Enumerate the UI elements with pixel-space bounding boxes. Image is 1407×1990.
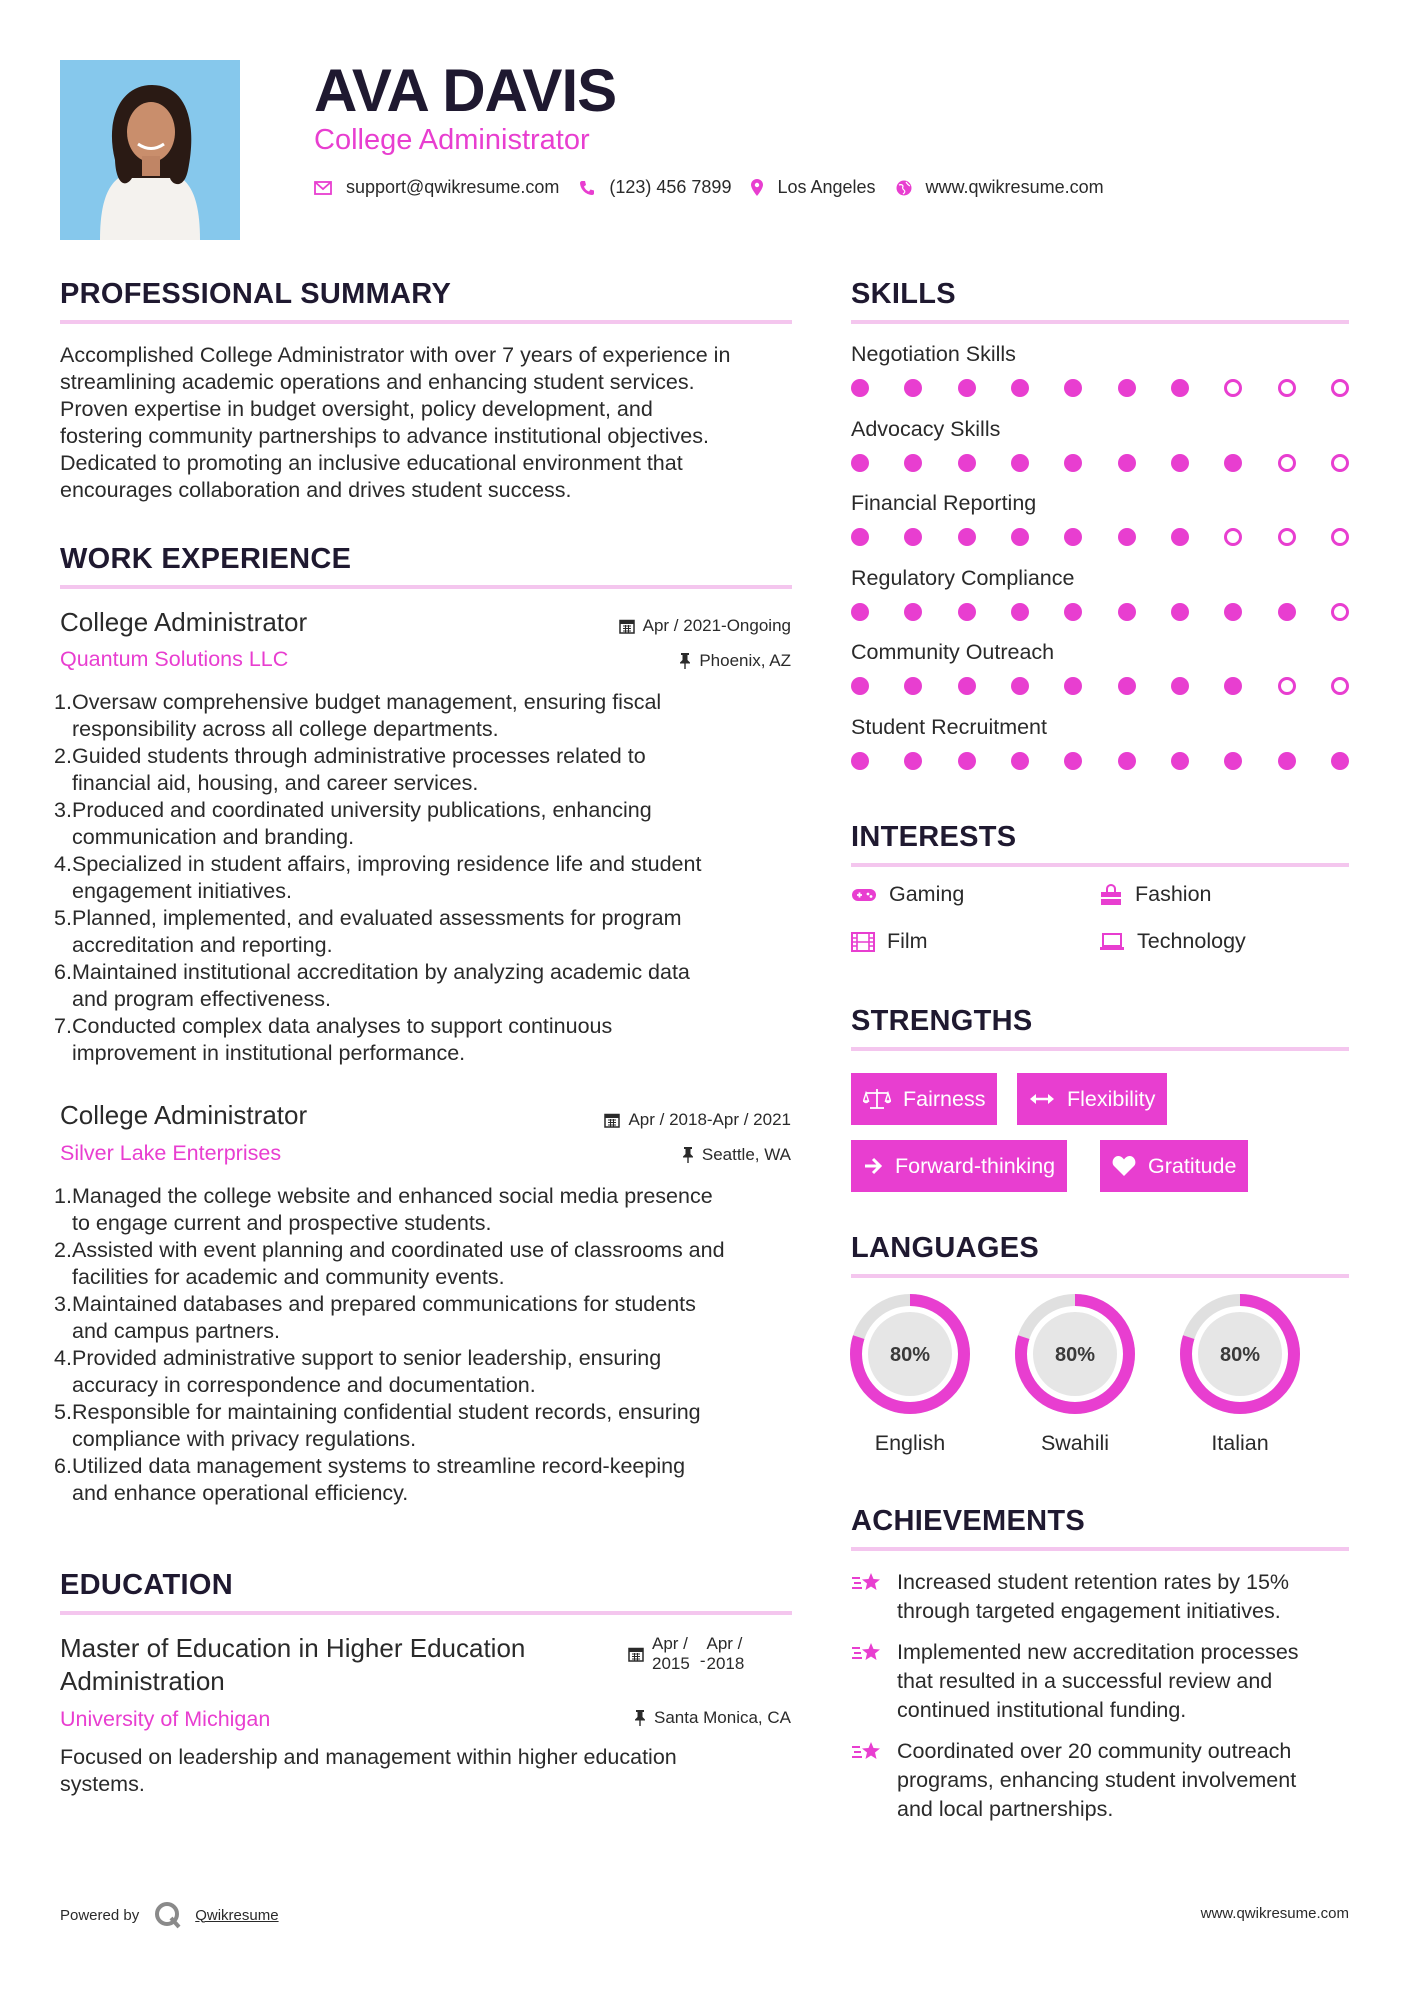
rating-dot-filled xyxy=(1118,752,1136,770)
achievement-text xyxy=(897,1568,1342,1626)
list-item: 6. Maintained institutional accreditation by analyzing academic data and program effectiveness. xyxy=(54,959,799,1013)
rating-dot-filled xyxy=(958,677,976,695)
rating-dot-filled xyxy=(1224,752,1242,770)
job-dates-text: Apr / 2018-Apr / 2021 xyxy=(628,1110,791,1129)
interest-label: Fashion xyxy=(1135,882,1212,906)
rating-dot-empty xyxy=(1331,677,1349,695)
list-item: 4. Specialized in student affairs, improving residence life and student engagement initiatives. xyxy=(54,851,799,905)
contact-website[interactable] xyxy=(896,177,1104,198)
candidate-title: College Administrator xyxy=(314,124,590,156)
rating-dot-filled xyxy=(851,677,869,695)
rating-dot-filled xyxy=(904,677,922,695)
strength-flexibility xyxy=(1017,1073,1167,1125)
rating-dot-filled xyxy=(1171,379,1189,397)
work-heading: WORK EXPERIENCE xyxy=(60,543,352,575)
footer-website[interactable]: www.qwikresume.com xyxy=(1200,1905,1349,1922)
strength-fairness xyxy=(851,1073,997,1125)
bullet-line: accuracy in correspondence and documentation. xyxy=(72,1373,536,1397)
rating-dot-filled xyxy=(1011,379,1029,397)
summary-line: streamlining academic operations and enhancing student services. xyxy=(60,370,695,394)
language-ring xyxy=(848,1292,972,1416)
achievement-text xyxy=(897,1638,1342,1725)
heart-icon xyxy=(1112,1155,1136,1177)
list-item: 1. Managed the college website and enhanced social media presence to engage current and prospective students. xyxy=(54,1183,799,1237)
arrows-horizontal-icon xyxy=(1029,1092,1055,1106)
job-bullets xyxy=(54,1183,799,1507)
list-item: 3. Maintained databases and prepared communications for students and campus partners. xyxy=(54,1291,799,1345)
job-location-text: Phoenix, AZ xyxy=(699,651,791,670)
start-month: Apr / xyxy=(652,1634,688,1653)
strength-label: Gratitude xyxy=(1148,1153,1237,1178)
list-item: 5. Responsible for maintaining confidential student records, ensuring compliance with privacy regulations. xyxy=(54,1399,799,1453)
summary-line: Dedicated to promoting an inclusive educational environment that xyxy=(60,451,683,475)
rating-dot-filled xyxy=(904,528,922,546)
calendar-icon xyxy=(604,1112,620,1128)
languages-heading: LANGUAGES xyxy=(851,1232,1039,1264)
bullet-line: responsibility across all college departments. xyxy=(72,717,499,741)
rating-dot-filled xyxy=(1331,752,1349,770)
bullet-line: Guided students through administrative processes related to xyxy=(72,744,646,768)
skills-heading: SKILLS xyxy=(851,278,956,310)
rating-dot-filled xyxy=(1064,528,1082,546)
achievement-line: programs, enhancing student involvement xyxy=(897,1768,1297,1792)
pushpin-icon xyxy=(679,653,691,669)
degree-line: Master of Education in Higher Education xyxy=(60,1633,526,1663)
rating-dot-empty xyxy=(1331,379,1349,397)
language-ring xyxy=(1013,1292,1137,1416)
rating-dot-empty xyxy=(1331,454,1349,472)
work-rule xyxy=(60,585,792,589)
summary-line: fostering community partnerships to advance institutional objectives. xyxy=(60,424,709,448)
education-location xyxy=(634,1708,791,1728)
website-text: www.qwikresume.com xyxy=(925,177,1104,197)
interests-rule xyxy=(851,863,1349,867)
bullet-line: accreditation and reporting. xyxy=(72,933,333,957)
arrow-right-icon xyxy=(863,1157,883,1175)
achievement-line: continued institutional funding. xyxy=(897,1698,1187,1722)
email-text: support@qwikresume.com xyxy=(346,177,560,197)
achievement-line: Implemented new accreditation processes xyxy=(897,1640,1299,1664)
rating-dot-empty xyxy=(1278,454,1296,472)
bullet-line: Managed the college website and enhanced social media presence xyxy=(72,1184,713,1208)
calendar-icon xyxy=(628,1646,644,1662)
rating-dot-filled xyxy=(1171,752,1189,770)
rating-dot-filled xyxy=(1118,379,1136,397)
education-desc-line: systems. xyxy=(60,1772,145,1796)
rating-dot-filled xyxy=(1064,454,1082,472)
rating-dot-empty xyxy=(1224,528,1242,546)
list-item: 4. Provided administrative support to senior leadership, ensuring accuracy in correspondence and documentation. xyxy=(54,1345,799,1399)
education-description xyxy=(60,1744,800,1798)
rating-dot-filled xyxy=(1011,454,1029,472)
interests-heading: INTERESTS xyxy=(851,821,1017,853)
bullet-line: Maintained institutional accreditation by analyzing academic data xyxy=(72,960,690,984)
rating-dot-filled xyxy=(1118,603,1136,621)
bullet-line: Oversaw comprehensive budget management, ensuring fiscal xyxy=(72,690,662,714)
rating-dot-filled xyxy=(1171,603,1189,621)
rating-dot-filled xyxy=(1278,603,1296,621)
language-name: Italian xyxy=(1211,1431,1269,1455)
rating-dot-filled xyxy=(1118,677,1136,695)
footer-powered-by xyxy=(60,1900,279,1930)
rating-dot-filled xyxy=(1011,752,1029,770)
bullet-line: Assisted with event planning and coordinated use of classrooms and xyxy=(72,1238,725,1262)
job-dates-text: Apr / 2021-Ongoing xyxy=(642,616,791,635)
achievement-item xyxy=(851,1737,1342,1824)
rating-dot-filled xyxy=(904,454,922,472)
rating-dot-filled xyxy=(1224,603,1242,621)
education-rule xyxy=(60,1611,792,1615)
rating-dot-filled xyxy=(851,379,869,397)
bullet-line: compliance with privacy regulations. xyxy=(72,1427,417,1451)
rating-dot-filled xyxy=(851,603,869,621)
list-item: 2. Guided students through administrative processes related to financial aid, housing, and career services. xyxy=(54,743,799,797)
skill-name: Advocacy Skills xyxy=(851,416,1001,441)
start-year: 2015 xyxy=(652,1654,690,1673)
skill-name: Negotiation Skills xyxy=(851,342,1016,366)
job-dates xyxy=(604,1110,791,1130)
achievement-line: Coordinated over 20 community outreach xyxy=(897,1739,1292,1763)
list-item: 3. Produced and coordinated university publications, enhancing communication and branding. xyxy=(54,797,799,851)
achievement-line: and local partnerships. xyxy=(897,1797,1114,1821)
rating-dot-filled xyxy=(1171,528,1189,546)
rating-dot-filled xyxy=(1118,454,1136,472)
pushpin-icon xyxy=(682,1147,694,1163)
bullet-line: and program effectiveness. xyxy=(72,987,331,1011)
gamepad-icon xyxy=(851,887,877,903)
education-desc-line: Focused on leadership and management within higher education xyxy=(60,1745,677,1769)
rating-dot-filled xyxy=(1224,454,1242,472)
interest-technology xyxy=(1099,929,1246,954)
rating-dot-empty xyxy=(1331,528,1349,546)
job-location xyxy=(679,651,791,671)
summary-line: Accomplished College Administrator with over 7 years of experience in xyxy=(60,343,731,367)
rating-dot-filled xyxy=(1064,603,1082,621)
location-text: Los Angeles xyxy=(777,177,876,197)
achievement-text xyxy=(897,1737,1342,1824)
envelope-icon xyxy=(314,181,332,195)
bullet-line: Maintained databases and prepared communications for students xyxy=(72,1292,696,1316)
bullet-line: and enhance operational efficiency. xyxy=(72,1481,409,1505)
rating-dot-empty xyxy=(1278,379,1296,397)
shooting-star-icon xyxy=(851,1570,883,1596)
rating-dot-filled xyxy=(904,379,922,397)
skill-name: Regulatory Compliance xyxy=(851,565,1075,590)
rating-dot-filled xyxy=(1011,677,1029,695)
job-bullets xyxy=(54,689,799,1067)
rating-dot-empty xyxy=(1331,603,1349,621)
powered-by-text: Powered by xyxy=(60,1906,140,1924)
job-title: College Administrator xyxy=(60,1100,308,1130)
strength-forward-thinking xyxy=(851,1140,1067,1192)
rating-dot-filled xyxy=(904,752,922,770)
bullet-line: communication and branding. xyxy=(72,825,355,849)
achievements-rule xyxy=(851,1547,1349,1551)
language-name: English xyxy=(874,1431,946,1455)
strengths-heading: STRENGTHS xyxy=(851,1005,1033,1037)
skill-rating xyxy=(851,528,1349,546)
skill-rating xyxy=(851,752,1349,770)
shooting-star-icon xyxy=(851,1739,883,1765)
end-month: Apr / xyxy=(706,1634,743,1653)
summary-line: Proven expertise in budget oversight, policy development, and xyxy=(60,397,653,421)
calendar-icon xyxy=(619,618,635,634)
skill-rating xyxy=(851,603,1349,621)
rating-dot-filled xyxy=(1064,752,1082,770)
end-year: 2018 xyxy=(706,1654,745,1673)
list-item: 7. Conducted complex data analyses to support continuous improvement in institutional performance. xyxy=(54,1013,799,1067)
achievement-line: Increased student retention rates by 15% xyxy=(897,1570,1290,1594)
contact-phone[interactable] xyxy=(579,177,731,198)
language-percent: 80% xyxy=(1219,1344,1261,1366)
rating-dot-filled xyxy=(1118,528,1136,546)
shopping-bag-icon xyxy=(1099,884,1123,906)
rating-dot-filled xyxy=(958,603,976,621)
map-pin-icon xyxy=(751,179,763,196)
education-date-dash: - xyxy=(699,1651,706,1670)
phone-text: (123) 456 7899 xyxy=(609,177,732,197)
film-icon xyxy=(851,932,875,952)
rating-dot-filled xyxy=(1064,677,1082,695)
company-name: Quantum Solutions LLC xyxy=(60,647,289,671)
list-item: 2. Assisted with event planning and coordinated use of classrooms and facilities for academic and community events. xyxy=(54,1237,799,1291)
strength-gratitude xyxy=(1100,1140,1248,1192)
bullet-line: Utilized data management systems to streamline record-keeping xyxy=(72,1454,686,1478)
achievement-item xyxy=(851,1638,1342,1725)
bullet-line: financial aid, housing, and career services. xyxy=(72,771,479,795)
achievements-heading: ACHIEVEMENTS xyxy=(851,1505,1086,1537)
language-name: Swahili xyxy=(1040,1431,1110,1455)
skill-name: Financial Reporting xyxy=(851,491,1037,515)
rating-dot-filled xyxy=(851,752,869,770)
job-dates xyxy=(619,616,791,636)
interest-fashion xyxy=(1099,882,1212,907)
job-location xyxy=(682,1145,791,1165)
achievement-line: that resulted in a successful review and xyxy=(897,1669,1273,1693)
language-item xyxy=(1178,1292,1302,1456)
bullet-line: and campus partners. xyxy=(72,1319,280,1343)
shooting-star-icon xyxy=(851,1640,883,1666)
school-name: University of Michigan xyxy=(60,1707,271,1731)
rating-dot-filled xyxy=(958,454,976,472)
rating-dot-filled xyxy=(958,379,976,397)
bullet-line: Responsible for maintaining confidential student records, ensuring xyxy=(72,1400,701,1424)
language-percent: 80% xyxy=(1054,1344,1096,1366)
contact-email[interactable] xyxy=(314,177,559,198)
language-percent: 80% xyxy=(889,1344,931,1366)
job-title: College Administrator xyxy=(60,607,308,637)
rating-dot-filled xyxy=(1171,454,1189,472)
education-end xyxy=(707,1634,745,1674)
language-item xyxy=(848,1292,972,1456)
skill-rating xyxy=(851,454,1349,472)
interest-gaming xyxy=(851,882,964,907)
strengths-rule xyxy=(851,1047,1349,1051)
rating-dot-empty xyxy=(1224,379,1242,397)
summary-line: encourages collaboration and drives student success. xyxy=(60,478,572,502)
summary-text xyxy=(60,342,800,504)
list-item: 1. Oversaw comprehensive budget management, ensuring fiscal responsibility across all college departments. xyxy=(54,689,799,743)
bullet-line: facilities for academic and community events. xyxy=(72,1265,505,1289)
globe-icon xyxy=(896,180,912,196)
summary-rule xyxy=(60,320,792,324)
degree-line: Administration xyxy=(60,1666,225,1696)
strength-label: Fairness xyxy=(903,1086,986,1111)
phone-icon xyxy=(579,180,595,196)
rating-dot-empty xyxy=(1278,677,1296,695)
language-ring xyxy=(1178,1292,1302,1416)
skill-rating xyxy=(851,379,1349,397)
skills-rule xyxy=(851,320,1349,324)
contact-bar xyxy=(314,177,1124,198)
degree-title xyxy=(60,1632,600,1698)
interest-film xyxy=(851,929,928,954)
rating-dot-filled xyxy=(1278,752,1296,770)
rating-dot-filled xyxy=(1224,677,1242,695)
achievement-line: through targeted engagement initiatives. xyxy=(897,1599,1281,1623)
languages-rule xyxy=(851,1274,1349,1278)
rating-dot-filled xyxy=(904,603,922,621)
candidate-name: AVA DAVIS xyxy=(314,57,617,124)
rating-dot-filled xyxy=(958,528,976,546)
skill-name: Student Recruitment xyxy=(851,714,1047,739)
education-heading: EDUCATION xyxy=(60,1569,233,1601)
education-dates xyxy=(628,1634,744,1674)
language-item xyxy=(1013,1292,1137,1456)
bullet-line: Conducted complex data analyses to support continuous xyxy=(72,1014,613,1038)
summary-heading: PROFESSIONAL SUMMARY xyxy=(60,278,452,310)
rating-dot-filled xyxy=(958,752,976,770)
bullet-line: Specialized in student affairs, improving residence life and student xyxy=(72,852,702,876)
skill-name: Community Outreach xyxy=(851,640,1055,664)
bullet-line: engagement initiatives. xyxy=(72,879,292,903)
achievement-item xyxy=(851,1568,1342,1626)
rating-dot-empty xyxy=(1278,528,1296,546)
pushpin-icon xyxy=(634,1710,646,1726)
list-item: 5. Planned, implemented, and evaluated assessments for program accreditation and reporting. xyxy=(54,905,799,959)
laptop-icon xyxy=(1099,933,1125,951)
interest-label: Gaming xyxy=(889,882,965,906)
bullet-line: to engage current and prospective students. xyxy=(72,1211,492,1235)
qwikresume-link[interactable]: Qwikresume xyxy=(195,1906,279,1924)
rating-dot-filled xyxy=(851,528,869,546)
rating-dot-filled xyxy=(1011,603,1029,621)
strength-label: Forward-thinking xyxy=(895,1153,1056,1178)
list-item: 6. Utilized data management systems to streamline record-keeping and enhance operational efficiency. xyxy=(54,1453,799,1507)
interest-label: Technology xyxy=(1137,929,1246,953)
contact-location xyxy=(751,177,875,198)
rating-dot-filled xyxy=(1171,677,1189,695)
strength-label: Flexibility xyxy=(1067,1086,1156,1111)
bullet-line: Planned, implemented, and evaluated assessments for program xyxy=(72,906,682,930)
bullet-line: Provided administrative support to senior leadership, ensuring xyxy=(72,1346,662,1370)
qwikresume-logo-icon xyxy=(153,1900,183,1930)
company-name: Silver Lake Enterprises xyxy=(60,1141,282,1165)
bullet-line: improvement in institutional performance. xyxy=(72,1041,466,1065)
skill-rating xyxy=(851,677,1349,695)
rating-dot-filled xyxy=(1064,379,1082,397)
bullet-line: Produced and coordinated university publications, enhancing xyxy=(72,798,652,822)
job-location-text: Seattle, WA xyxy=(701,1145,791,1164)
interest-label: Film xyxy=(887,929,928,953)
education-location-text: Santa Monica, CA xyxy=(653,1708,791,1727)
balance-scale-icon xyxy=(863,1088,891,1110)
rating-dot-filled xyxy=(851,454,869,472)
rating-dot-filled xyxy=(1011,528,1029,546)
profile-photo xyxy=(60,60,240,240)
education-start xyxy=(652,1634,690,1674)
